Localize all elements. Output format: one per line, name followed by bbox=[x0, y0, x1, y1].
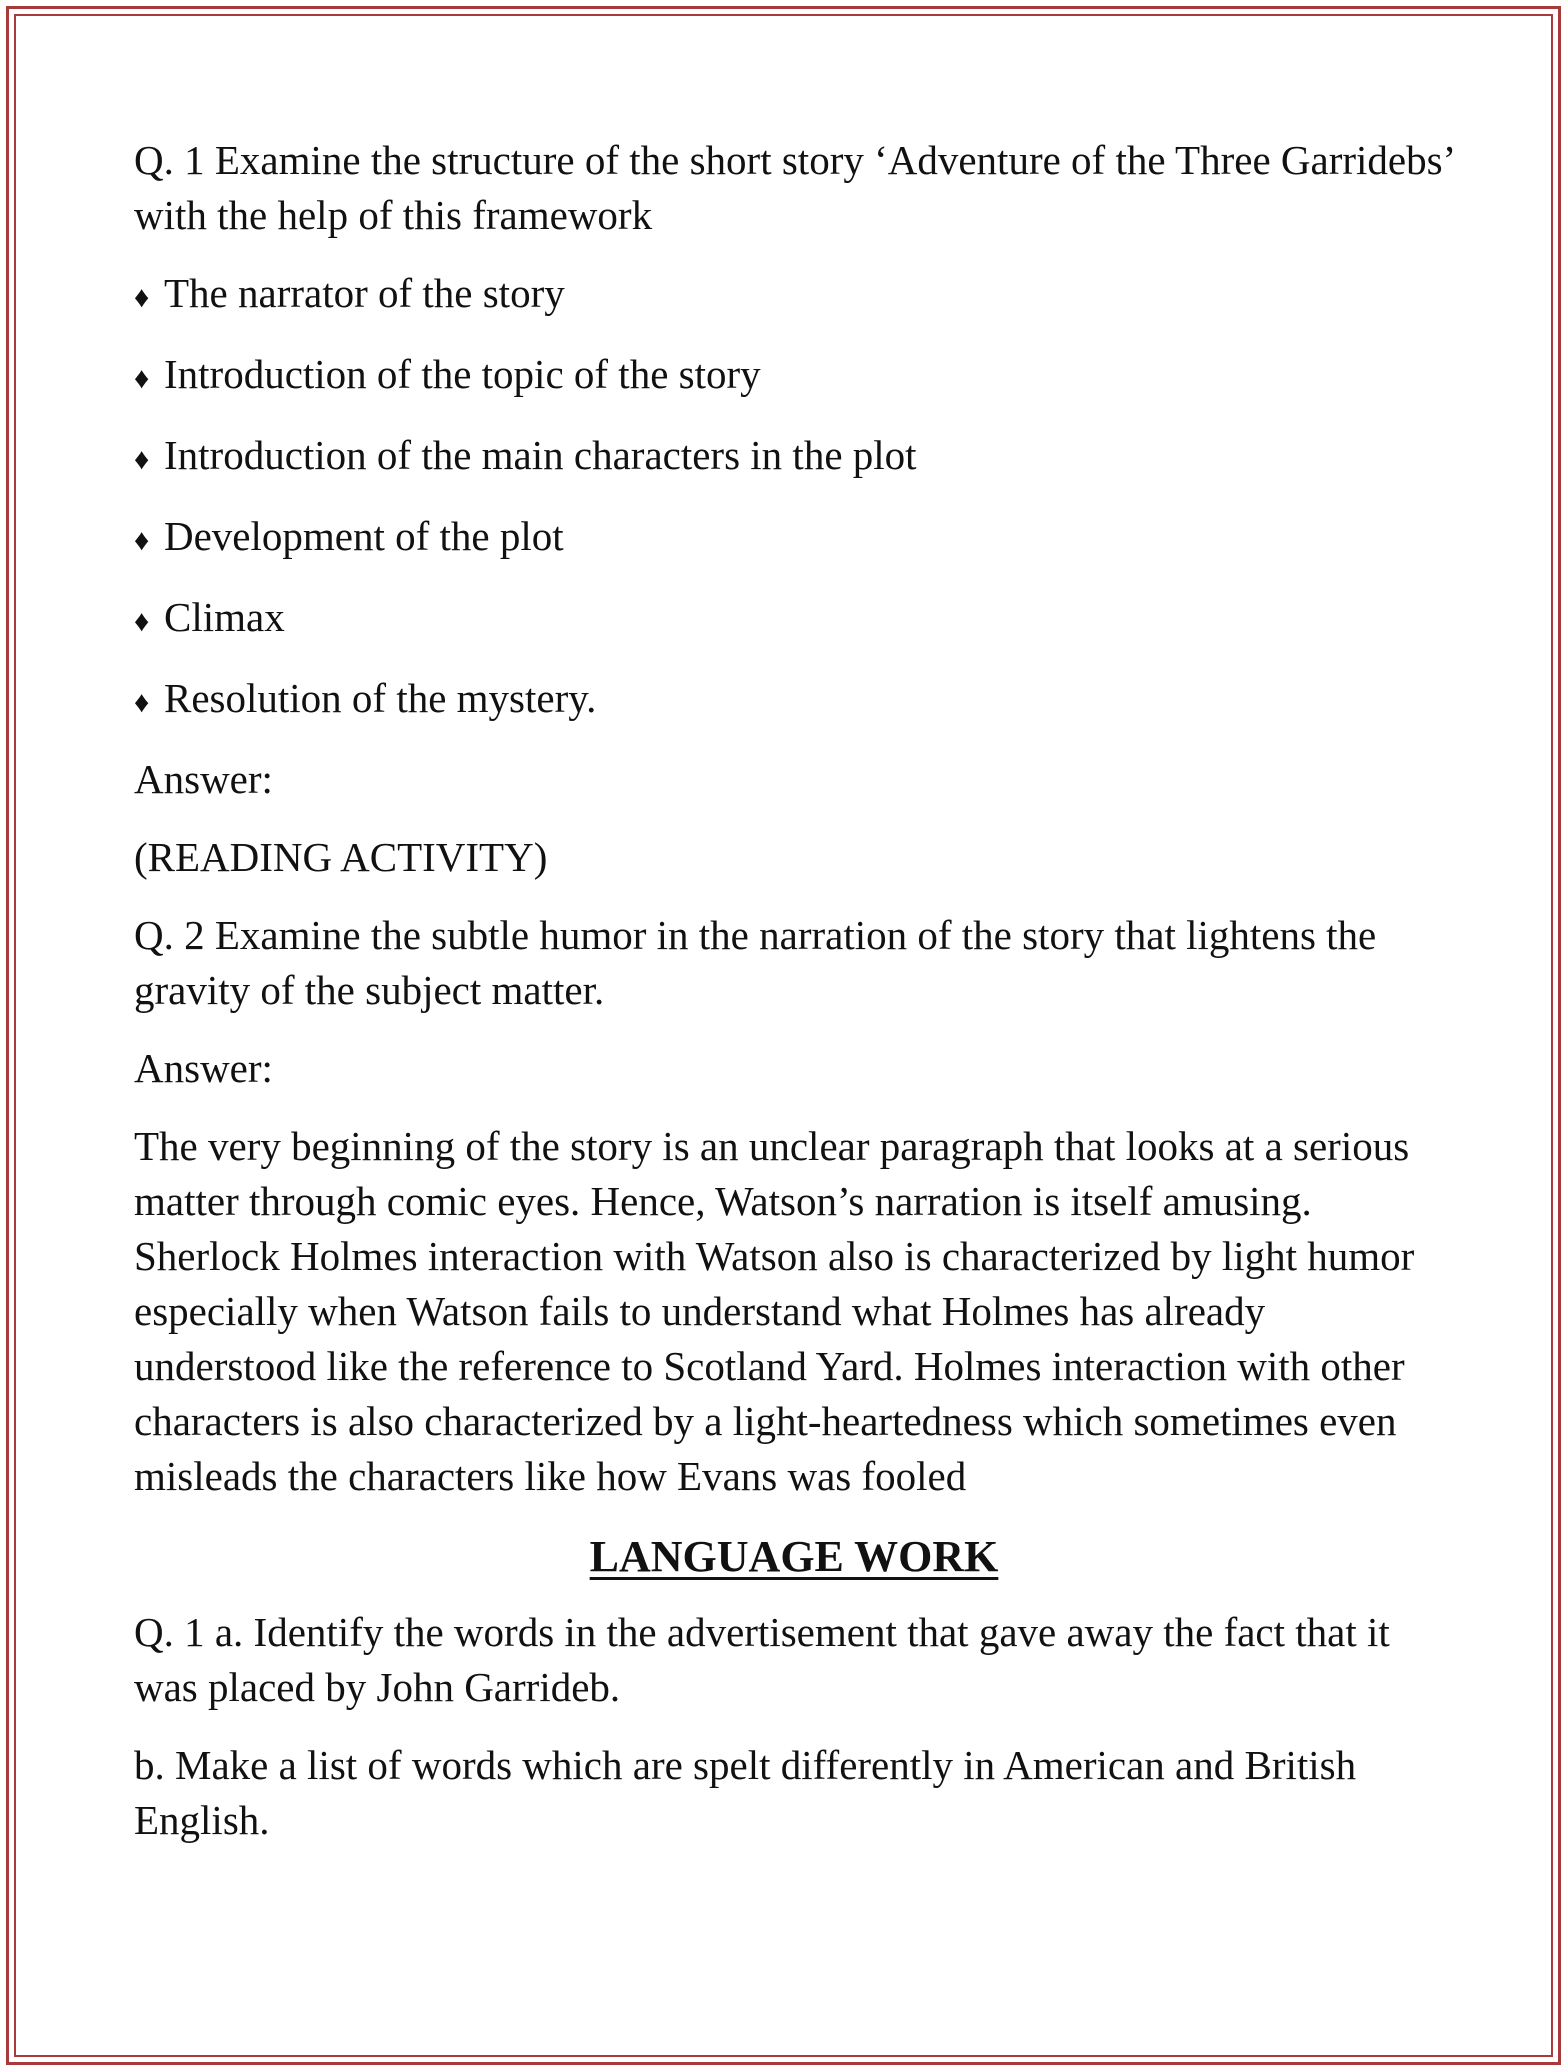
bullet-text: Resolution of the mystery. bbox=[164, 675, 597, 721]
q2-question: Q. 2 Examine the subtle humor in the narration of the story that lightens the gravity of the subject matter. bbox=[134, 912, 1377, 1013]
diamond-icon: ♦ bbox=[134, 605, 150, 638]
bullet-item bbox=[134, 509, 1454, 568]
bullet-item bbox=[134, 266, 1454, 325]
q1-question: Q. 1 Examine the structure of the short story ‘Adventure of the Three Garridebs’ with the help of this framework bbox=[134, 137, 1454, 238]
bullet-item bbox=[134, 671, 1454, 730]
bullet-text: Introduction of the topic of the story bbox=[164, 351, 761, 397]
q2-answer: The very beginning of the story is an unclear paragraph that looks at a serious matter through comic eyes. Hence, Watson’s narration is itself amusing. Sherlock Holmes interaction with Watson also is characterized by light humor especially when Watson fails to understand what Holmes has already understood like the reference to Scotland Yard. Holmes interaction with other characters is also characterized by a light-heartedness which sometimes even misleads the characters like how Evans was fooled bbox=[134, 1123, 1415, 1499]
document-content bbox=[134, 133, 1454, 1871]
diamond-icon: ♦ bbox=[134, 362, 150, 395]
bullet-text: Climax bbox=[164, 594, 285, 640]
bullet-text: Development of the plot bbox=[164, 513, 564, 559]
bullet-text: Introduction of the main characters in the plot bbox=[164, 432, 917, 478]
diamond-icon: ♦ bbox=[134, 686, 150, 719]
bullet-text: The narrator of the story bbox=[164, 270, 565, 316]
lw-q1a: Q. 1 a. Identify the words in the advertisement that gave away the fact that it was placed by John Garrideb. bbox=[134, 1609, 1390, 1710]
bullet-item bbox=[134, 347, 1454, 406]
bullet-item bbox=[134, 590, 1454, 649]
q1-answer: (READING ACTIVITY) bbox=[134, 834, 548, 880]
lw-q1b: b. Make a list of words which are spelt differently in American and British English. bbox=[134, 1742, 1357, 1843]
q1-answer-label: Answer: bbox=[134, 756, 273, 802]
language-work-heading: LANGUAGE WORK bbox=[589, 1532, 999, 1581]
diamond-icon: ♦ bbox=[134, 443, 150, 476]
diamond-icon: ♦ bbox=[134, 281, 150, 314]
q2-answer-label: Answer: bbox=[134, 1045, 273, 1091]
bullet-item bbox=[134, 428, 1454, 487]
diamond-icon: ♦ bbox=[134, 524, 150, 557]
